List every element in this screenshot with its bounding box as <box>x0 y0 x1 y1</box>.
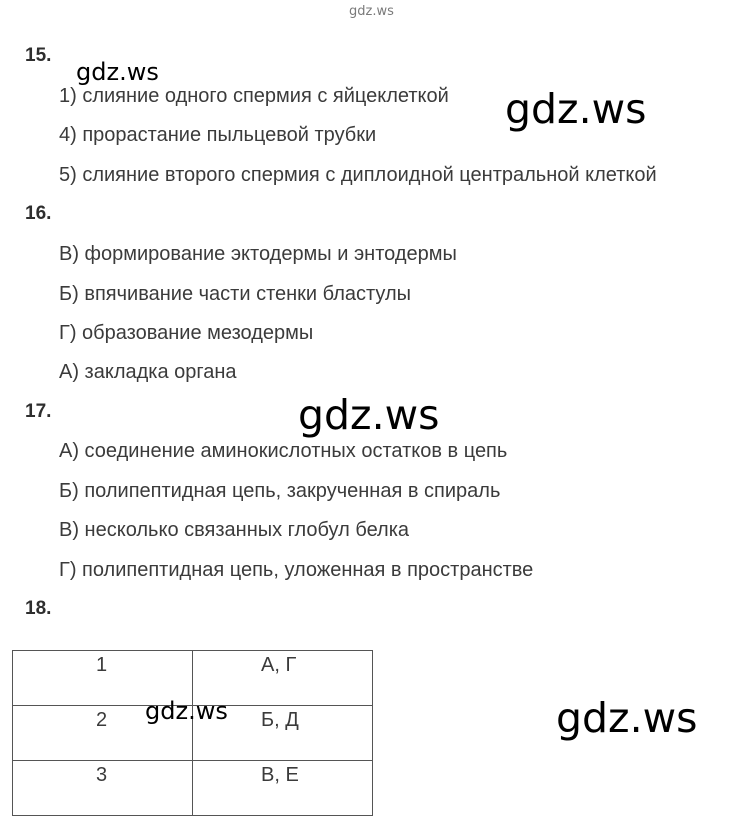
answer-table <box>12 650 373 816</box>
watermark: gdz.ws <box>145 697 228 725</box>
question-16-line-1: В) формирование эктодермы и энтодермы <box>59 243 457 265</box>
table-row <box>13 761 373 816</box>
question-16-number: 16. <box>25 203 52 224</box>
question-17-number: 17. <box>25 401 52 422</box>
question-17-line-3: В) несколько связанных глобул белка <box>59 519 410 541</box>
question-17-line-1: А) соединение аминокислотных остатков в цепь <box>59 440 508 462</box>
question-15-line-1: 1) слияние одного спермия с яйцеклеткой <box>59 85 449 107</box>
question-16-line-4: А) закладка органа <box>59 361 237 383</box>
table-cell-number: 1 <box>13 651 193 706</box>
table-cell-answer: В, Е <box>193 761 373 816</box>
watermark: gdz.ws <box>556 694 698 742</box>
question-16-line-3: Г) образование мезодермы <box>59 322 314 344</box>
watermark: gdz.ws <box>298 391 440 439</box>
question-15-number: 15. <box>25 45 52 66</box>
question-16-line-2: Б) впячивание части стенки бластулы <box>59 283 411 305</box>
watermark: gdz.ws <box>505 85 647 133</box>
table-cell-answer: А, Г <box>193 651 373 706</box>
question-15-line-3: 5) слияние второго спермия с диплоидной центральной клеткой <box>59 164 657 186</box>
question-18-number: 18. <box>25 598 52 619</box>
table-cell-answer: Б, Д <box>193 706 373 761</box>
question-17-line-2: Б) полипептидная цепь, закрученная в спираль <box>59 480 501 502</box>
table-cell-number: 3 <box>13 761 193 816</box>
watermark-top: gdz.ws <box>349 4 394 19</box>
question-15-line-2: 4) прорастание пыльцевой трубки <box>59 124 377 146</box>
question-17-line-4: Г) полипептидная цепь, уложенная в пространстве <box>59 559 534 581</box>
table-cell-number: 2 <box>13 706 193 761</box>
watermark: gdz.ws <box>76 58 159 86</box>
